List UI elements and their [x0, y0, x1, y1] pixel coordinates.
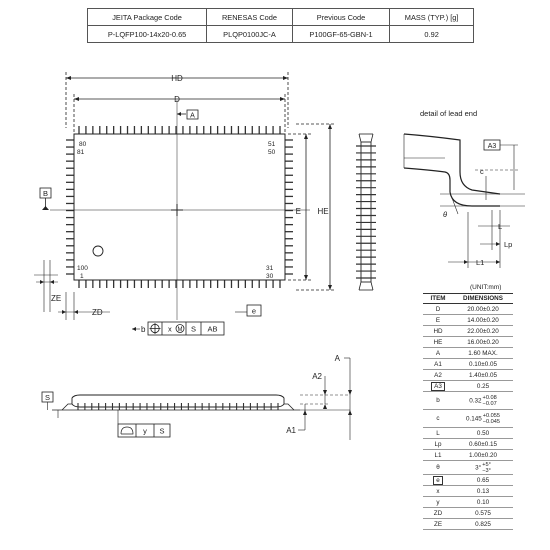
item-cell [423, 475, 453, 486]
dimension-value: 3° [475, 464, 482, 472]
dimension-value: 0.32 [469, 397, 482, 405]
dimension-cell [453, 348, 513, 359]
dimension-cell [453, 475, 513, 486]
fcf-m-label: M [177, 327, 183, 333]
table-row [423, 348, 513, 359]
item-label: b [436, 397, 440, 404]
right-side-view-leads [356, 146, 376, 278]
dimension-cell [453, 326, 513, 337]
position-tolerance-icon [150, 323, 161, 334]
col-jeita: JEITA Package Code [88, 9, 207, 26]
item-cell [423, 461, 453, 475]
dimension-value: 1.60 MAX. [468, 349, 498, 357]
a1-label: A1 [286, 426, 296, 435]
pin-51-label: 51 [268, 141, 276, 148]
dimension-cell [453, 461, 513, 475]
col-renesas: RENESAS Code [207, 9, 293, 26]
item-cell [423, 304, 453, 315]
table-row [423, 370, 513, 381]
datum-b-label: B [42, 189, 49, 198]
item-cell [423, 497, 453, 508]
zd-label: ZD [92, 308, 103, 317]
item-cell [423, 326, 453, 337]
tolerance-minus: −0.07 [482, 400, 497, 407]
lead-detail-drawing [404, 134, 525, 214]
item-cell [423, 337, 453, 348]
a-label: A [334, 354, 340, 363]
dimension-cell [453, 359, 513, 370]
e-label: E [295, 207, 301, 216]
datum-a-arrow [177, 112, 181, 116]
dimension-cell [453, 410, 513, 428]
dimension-cell [453, 519, 513, 530]
item-cell [423, 410, 453, 428]
a3-label: A3 [487, 143, 497, 150]
dimension-cell [453, 337, 513, 348]
fcf-s-label-side: S [159, 426, 165, 436]
dimension-value: 0.65 [476, 476, 490, 484]
pin-1-label: 1 [80, 273, 84, 280]
dimension-value: 16.00±0.20 [467, 338, 499, 346]
table-row [423, 428, 513, 439]
item-cell [423, 428, 453, 439]
pins-top-row [79, 126, 280, 134]
pin-31-label: 31 [266, 265, 274, 272]
dimension-cell [453, 486, 513, 497]
dimension-cell [453, 439, 513, 450]
item-label: Lp [434, 440, 442, 448]
item-label: e [433, 476, 443, 485]
table-row [423, 315, 513, 326]
dimension-cell [453, 392, 513, 410]
tolerance-plus: +5° [482, 461, 491, 468]
table-row [423, 359, 513, 370]
table-row [423, 450, 513, 461]
he-label: HE [317, 207, 329, 216]
item-label: y [436, 498, 440, 506]
table-row [423, 475, 513, 486]
item-label: HE [433, 338, 443, 346]
dimension-cell [453, 428, 513, 439]
tolerance-plus: +0.08 [482, 394, 497, 401]
dimension-value: 1.00±0.20 [469, 451, 497, 459]
table-row [423, 304, 513, 315]
table-row [423, 392, 513, 410]
item-label: L1 [434, 451, 442, 459]
bottom-side-view [62, 395, 294, 410]
item-label: θ [436, 464, 440, 471]
item-cell [423, 370, 453, 381]
tolerance [482, 462, 491, 474]
dimension-cell [453, 304, 513, 315]
item-label: A1 [434, 360, 442, 368]
pin-100-label: 100 [77, 265, 88, 272]
bottom-side-view-leads [78, 403, 278, 410]
dimension-value: 1.40±0.05 [469, 371, 497, 379]
item-cell [423, 508, 453, 519]
item-cell [423, 359, 453, 370]
item-label: ZE [433, 520, 443, 528]
hd-label: HD [171, 74, 183, 83]
dimension-cell [453, 315, 513, 326]
unit-label: (UNIT:mm) [470, 284, 502, 291]
pins-bottom-row [79, 280, 280, 288]
renesas-code: PLQP0100JC-A [207, 26, 293, 43]
table-row [423, 337, 513, 348]
tolerance-plus: +0.055 [482, 412, 501, 419]
tolerance [483, 413, 500, 425]
jeita-code: P-LQFP100-14x20-0.65 [88, 26, 207, 43]
dimension-value: 0.13 [476, 487, 490, 495]
table-row [423, 497, 513, 508]
table-row [423, 508, 513, 519]
table-row [423, 326, 513, 337]
col-mass: MASS (TYP.) [g] [390, 9, 474, 26]
table-row [423, 486, 513, 497]
item-label: A2 [434, 371, 442, 379]
pin-81-label: 81 [77, 149, 85, 156]
item-cell [423, 450, 453, 461]
dimension-value: 0.825 [475, 520, 491, 528]
lp-arrow [496, 242, 500, 246]
fcf-leader-arrow [132, 327, 136, 331]
pins-left-column [66, 140, 74, 274]
right-side-view [359, 134, 373, 290]
item-cell [423, 519, 453, 530]
item-label: A3 [431, 382, 445, 391]
l1-label: L1 [476, 258, 485, 267]
item-cell [423, 392, 453, 410]
dimension-table [423, 293, 513, 530]
l-label: L [498, 222, 503, 231]
dimension-table-header [423, 294, 513, 304]
c-label: c [480, 167, 484, 176]
item-label: c [436, 415, 440, 422]
datum-s-label: S [44, 393, 51, 402]
lead-detail-title: detail of lead end [420, 109, 478, 118]
mass-value: 0.92 [390, 26, 474, 43]
a2-label: A2 [312, 372, 322, 381]
item-label: ZD [433, 509, 443, 517]
dimension-value: 0.10±0.05 [469, 360, 497, 368]
previous-code: P100GF-65-GBN-1 [292, 26, 389, 43]
item-cell [423, 348, 453, 359]
item-cell [423, 439, 453, 450]
table-row [423, 410, 513, 428]
pin1-index-mark [93, 246, 103, 256]
tolerance-minus: −0.045 [482, 418, 501, 425]
dimension-value: 22.00±0.20 [467, 327, 499, 335]
item-cell [423, 486, 453, 497]
dimensions-column-header: DIMENSIONS [453, 294, 513, 304]
package-body-outline [74, 134, 285, 280]
item-column-header: ITEM [423, 294, 453, 304]
table-row [423, 461, 513, 475]
table-row [423, 519, 513, 530]
pin-30-label: 30 [266, 273, 274, 280]
dimension-value: 14.00±0.20 [467, 316, 499, 324]
dimension-value: 0.60±0.15 [469, 440, 497, 448]
dimension-cell [453, 381, 513, 392]
coplanarity-icon [121, 427, 133, 434]
dimension-value: 20.00±0.20 [467, 305, 499, 313]
pin-50-label: 50 [268, 149, 276, 156]
datum-a-label: A [190, 112, 195, 120]
dimension-cell [453, 450, 513, 461]
pitch-e-label: e [251, 306, 257, 316]
pin-80-label: 80 [79, 141, 87, 148]
item-label: D [435, 305, 441, 313]
item-label: E [435, 316, 441, 324]
item-label: L [436, 429, 440, 437]
table-row [423, 381, 513, 392]
tolerance [483, 395, 497, 407]
dimension-value: 0.25 [476, 382, 490, 390]
fcf-s-label: S [190, 324, 197, 334]
dimension-value: 0.10 [476, 498, 490, 506]
dimension-value: 0.575 [475, 509, 491, 517]
pins-right-column [285, 140, 293, 274]
a1-arrow [303, 410, 307, 415]
tolerance-minus: −3° [482, 467, 491, 474]
dimension-value: 0.50 [476, 429, 490, 437]
item-cell [423, 315, 453, 326]
fcf-b-label: b [141, 325, 146, 334]
ze-label: ZE [51, 294, 62, 303]
fcf-ab-label: AB [207, 324, 218, 334]
fcf-x-label: x [168, 324, 172, 334]
dimension-value: 0.145 [465, 415, 482, 423]
theta-label: θ [443, 210, 448, 219]
dimension-cell [453, 497, 513, 508]
item-label: HD [433, 327, 443, 335]
item-label: A [435, 349, 441, 357]
d-label: D [174, 95, 180, 104]
item-label: x [436, 487, 440, 495]
dimension-cell [453, 370, 513, 381]
lp-label: Lp [504, 240, 513, 249]
item-cell [423, 381, 453, 392]
table-row [423, 439, 513, 450]
datum-b-triangle [42, 206, 49, 210]
col-previous: Previous Code [292, 9, 389, 26]
fcf-y-label: y [143, 426, 147, 436]
dimension-cell [453, 508, 513, 519]
